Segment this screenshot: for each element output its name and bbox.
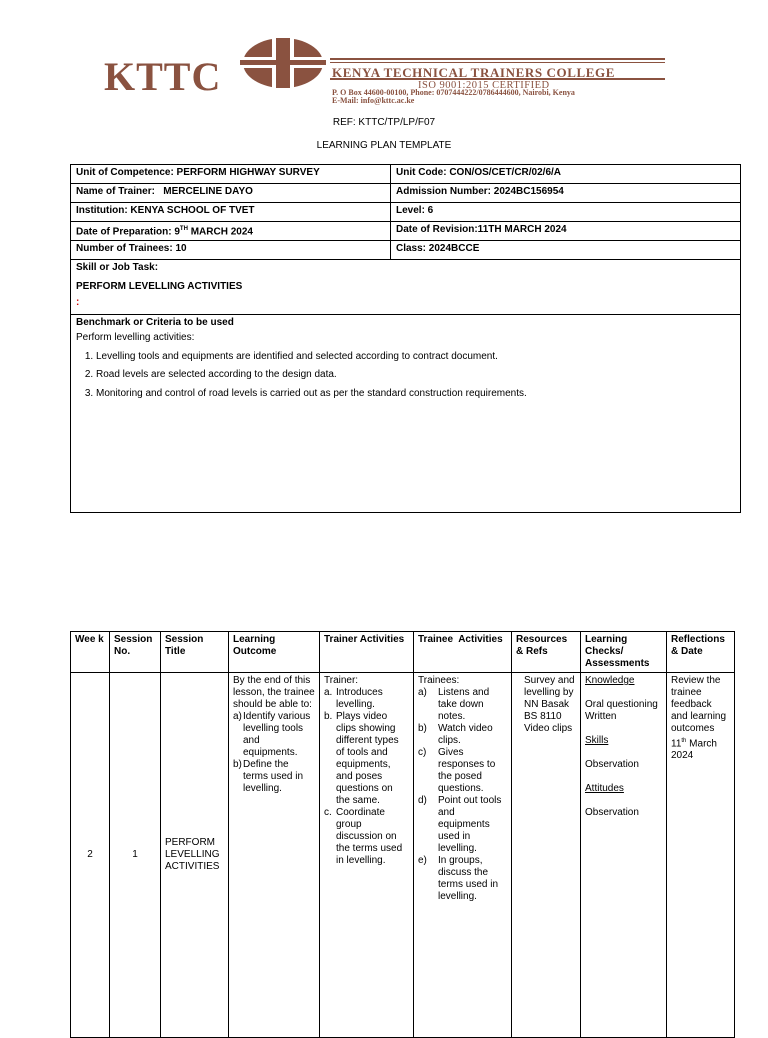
list-text: Watch video clips. <box>438 723 493 746</box>
list-marker: d) <box>418 795 427 806</box>
header-learning-checks: Learning Checks/ Assessments <box>581 632 667 673</box>
session-plan-table <box>70 631 735 1038</box>
list-marker: a. <box>324 687 333 698</box>
reflection-sup: th <box>681 738 687 744</box>
list-text: In groups, discuss the terms used in levelling. <box>438 855 499 902</box>
table-row <box>71 315 741 513</box>
date-of-revision: Date of Revision:11TH MARCH 2024 <box>391 222 741 241</box>
unit-info-table <box>70 164 741 513</box>
list-text: Coordinate group discussion on the terms used in levelling. <box>336 807 403 866</box>
list-text: Define the terms used in levelling. <box>243 759 304 794</box>
header-session-title: Session Title <box>161 632 229 673</box>
header-resources: Resources & Refs <box>512 632 581 673</box>
outcome-intro: By the end of this lesson, the trainee should be able to: <box>233 675 315 710</box>
list-text: Listens and take down notes. <box>438 687 490 722</box>
institution: Institution: KENYA SCHOOL OF TVET <box>71 203 391 222</box>
table-row <box>71 203 741 222</box>
prep-sup: TH <box>179 226 188 232</box>
list-marker: b. <box>324 711 333 722</box>
list-marker: a) <box>233 711 242 722</box>
trainer-activities-cell <box>320 673 414 1038</box>
skill-label: Skill or Job Task: <box>76 262 159 273</box>
week-cell: 2 <box>71 673 110 1038</box>
list-marker: e) <box>418 855 427 866</box>
table-row <box>71 165 741 184</box>
list-marker: a) <box>418 687 427 698</box>
skills-heading: Skills <box>585 735 609 746</box>
table-header-row <box>71 632 735 673</box>
skill-mark: : <box>76 297 80 308</box>
session-cell: 1 <box>110 673 161 1038</box>
trainer-intro: Trainer: <box>324 675 359 686</box>
class: Class: 2024BCCE <box>391 241 741 260</box>
list-text: Introduces levelling. <box>336 687 383 710</box>
document-ref: REF: KTTC/TP/LP/F07 <box>332 117 436 128</box>
table-row <box>71 241 741 260</box>
prep-prefix: Date of Preparation: 9 <box>76 226 180 238</box>
reflection-prefix: Review the trainee feedback and learning outcomes 11 <box>671 675 727 750</box>
kttc-logo-letters: KTTC <box>104 54 222 99</box>
list-item: 1. Levelling tools and equipments are identified and selected according to contract document. <box>96 348 735 367</box>
resources-cell <box>512 673 581 1038</box>
table-row <box>71 673 735 1038</box>
list-item <box>324 807 409 867</box>
benchmark-cell <box>71 315 741 513</box>
unit-code: Unit Code: CON/OS/CET/CR/02/6/A <box>391 165 741 184</box>
iso-certification: ISO 9001:2015 CERTIFIED <box>418 80 550 91</box>
resources-text: Survey and levelling by NN Basak BS 8110 Video clips <box>524 675 575 734</box>
list-item <box>418 687 507 723</box>
college-emblem-icon <box>240 38 326 88</box>
attitudes-text: Observation <box>585 807 639 818</box>
list-item <box>418 747 507 795</box>
learning-outcome-cell <box>229 673 320 1038</box>
list-item <box>233 711 315 759</box>
list-item <box>418 855 507 903</box>
college-name: KENYA TECHNICAL TRAINERS COLLEGE <box>332 65 616 80</box>
list-item <box>324 687 409 711</box>
prep-suffix: MARCH 2024 <box>187 226 253 238</box>
trainee-list <box>418 687 507 903</box>
header-learning-outcome: Learning Outcome <box>229 632 320 673</box>
list-text: Point out tools and equipments used in levelling. <box>438 795 502 854</box>
list-text: Plays video clips showing different types of tools and equipments, and poses questions on the same. <box>336 711 399 806</box>
list-marker: b) <box>233 759 242 770</box>
list-item: 2. Road levels are selected according to the design data. <box>96 366 735 385</box>
list-item <box>233 759 315 795</box>
benchmark-label: Benchmark or Criteria to be used <box>76 317 234 328</box>
list-item <box>418 795 507 855</box>
header-week: Wee k <box>71 632 110 673</box>
date-of-preparation <box>71 222 391 241</box>
trainee-activities-cell <box>414 673 512 1038</box>
college-email: E-Mail: info@kttc.ac.ke <box>332 96 415 105</box>
skills-text: Observation <box>585 759 639 770</box>
level: Level: 6 <box>391 203 741 222</box>
list-marker: c. <box>324 807 332 818</box>
benchmark-intro: Perform levelling activities: <box>76 332 195 343</box>
unit-of-competence: Unit of Competence: PERFORM HIGHWAY SURVEY <box>71 165 391 184</box>
list-marker: c) <box>418 747 427 758</box>
list-text: Identify various levelling tools and equipments. <box>243 711 311 758</box>
attitudes-heading: Attitudes <box>585 783 624 794</box>
document-title: LEARNING PLAN TEMPLATE <box>316 140 452 151</box>
table-row <box>71 260 741 315</box>
table-row <box>71 222 741 241</box>
list-text: Gives responses to the posed questions. <box>438 747 496 794</box>
list-item: 3. Monitoring and control of road levels is carried out as per the standard construction requirements. <box>96 385 735 404</box>
skill-job-task-cell <box>71 260 741 315</box>
outcome-list <box>233 711 315 795</box>
number-of-trainees: Number of Trainees: 10 <box>71 241 391 260</box>
benchmark-list <box>76 348 735 404</box>
knowledge-heading: Knowledge <box>585 675 635 686</box>
list-marker: b) <box>418 723 427 734</box>
header-trainee-activities: Trainee Activities <box>414 632 512 673</box>
admission-number: Admission Number: 2024BC156954 <box>391 184 741 203</box>
trainer-list <box>324 687 409 867</box>
reflection-suffix: March 2024 <box>671 738 720 762</box>
header-reflections: Reflections & Date <box>667 632 735 673</box>
college-address: P. O Box 44600-00100, Phone: 0707444222/0786444600, Nairobi, Kenya <box>332 88 575 97</box>
list-item <box>324 711 409 807</box>
list-item <box>418 723 507 747</box>
header-trainer-activities: Trainer Activities <box>320 632 414 673</box>
table-row <box>71 184 741 203</box>
header-session-no: Session No. <box>110 632 161 673</box>
session-title-cell: PERFORM LEVELLING ACTIVITIES <box>161 673 229 1038</box>
knowledge-text: Oral questioning Written <box>585 699 658 722</box>
trainee-intro: Trainees: <box>418 675 460 686</box>
learning-checks-cell <box>581 673 667 1038</box>
skill-task: PERFORM LEVELLING ACTIVITIES <box>76 281 243 292</box>
reflections-cell <box>667 673 735 1038</box>
trainer-name: Name of Trainer: MERCELINE DAYO <box>71 184 391 203</box>
